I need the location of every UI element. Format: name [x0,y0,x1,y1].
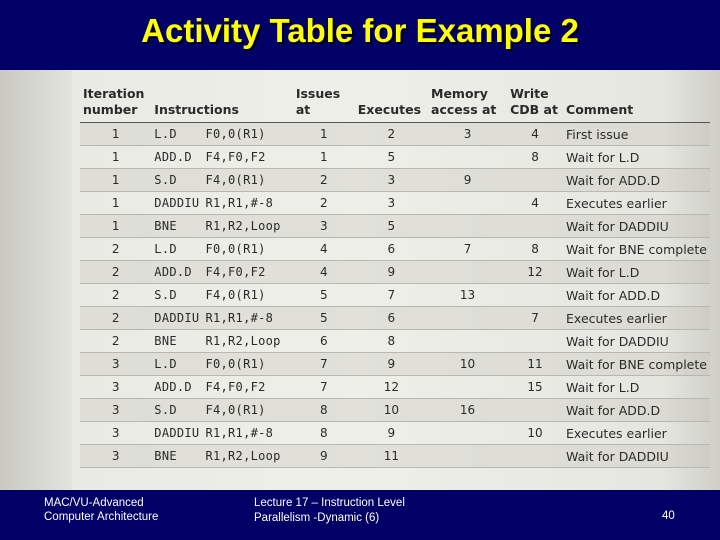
cell-instruction-args: R1,R1,#-8 [202,192,292,215]
cell-memory-access: 3 [428,123,507,146]
cell-memory-access [428,376,507,399]
table-row [80,445,710,468]
header-memory: Memory access at [428,84,507,123]
cell-comment: Wait for L.D [563,376,710,399]
cell-instruction-op: ADD.D [151,146,202,169]
cell-write-cdb [507,330,563,353]
footer-course [44,496,158,524]
cell-write-cdb: 15 [507,376,563,399]
cell-iteration: 1 [80,146,151,169]
cell-memory-access: 10 [428,353,507,376]
cell-issues-at: 4 [293,261,355,284]
cell-iteration: 2 [80,307,151,330]
table-row [80,376,710,399]
cell-instruction-args: R1,R2,Loop [202,330,292,353]
cell-memory-access: 13 [428,284,507,307]
footer-lecture-line2: Parallelism -Dynamic (6) [254,512,380,524]
cell-instruction-args: F4,F0,F2 [202,376,292,399]
cell-comment: Executes earlier [563,422,710,445]
cell-instruction-args: F4,0(R1) [202,284,292,307]
cell-write-cdb: 10 [507,422,563,445]
table-row [80,307,710,330]
cell-iteration: 1 [80,215,151,238]
cell-memory-access [428,215,507,238]
cell-memory-access [428,445,507,468]
cell-issues-at: 7 [293,353,355,376]
cell-comment: First issue [563,123,710,146]
table-row [80,422,710,445]
cell-instruction-op: L.D [151,238,202,261]
cell-instruction-args: F0,0(R1) [202,238,292,261]
cell-memory-access [428,146,507,169]
cell-issues-at: 5 [293,284,355,307]
cell-executes: 10 [355,399,428,422]
cell-memory-access [428,192,507,215]
cell-iteration: 3 [80,399,151,422]
cell-write-cdb: 7 [507,307,563,330]
cell-issues-at: 8 [293,399,355,422]
header-comment: Comment [563,84,710,123]
cell-comment: Executes earlier [563,192,710,215]
cell-issues-at: 4 [293,238,355,261]
slide-title: Activity Table for Example 2 [141,12,579,49]
cell-iteration: 2 [80,284,151,307]
cell-instruction-op: DADDIU [151,192,202,215]
cell-executes: 9 [355,261,428,284]
cell-instruction-args: R1,R1,#-8 [202,422,292,445]
cell-instruction-op: ADD.D [151,376,202,399]
cell-issues-at: 5 [293,307,355,330]
cell-write-cdb [507,399,563,422]
cell-executes: 5 [355,215,428,238]
table-row [80,399,710,422]
cell-comment: Wait for DADDIU [563,215,710,238]
footer [0,490,720,540]
cell-executes: 3 [355,192,428,215]
slide-number: 40 [662,510,675,522]
cell-executes: 7 [355,284,428,307]
cell-comment: Wait for BNE complete [563,353,710,376]
cell-iteration: 2 [80,238,151,261]
cell-instruction-op: DADDIU [151,307,202,330]
cell-executes: 3 [355,169,428,192]
cell-comment: Wait for ADD.D [563,399,710,422]
cell-comment: Executes earlier [563,307,710,330]
cell-memory-access [428,261,507,284]
cell-issues-at: 1 [293,146,355,169]
cell-iteration: 3 [80,353,151,376]
cell-iteration: 3 [80,422,151,445]
cell-instruction-op: L.D [151,123,202,146]
cell-instruction-args: F0,0(R1) [202,353,292,376]
cell-issues-at: 2 [293,192,355,215]
footer-lecture-line1: Lecture 17 – Instruction Level [254,497,405,509]
cell-issues-at: 2 [293,169,355,192]
cell-memory-access: 9 [428,169,507,192]
cell-instruction-args: F4,F0,F2 [202,146,292,169]
cell-write-cdb: 8 [507,146,563,169]
header-instructions: Instructions [151,84,293,123]
cell-write-cdb [507,445,563,468]
cell-instruction-op: DADDIU [151,422,202,445]
cell-comment: Wait for L.D [563,261,710,284]
cell-issues-at: 3 [293,215,355,238]
cell-iteration: 2 [80,330,151,353]
header-issues: Issues at [293,84,355,123]
cell-comment: Wait for ADD.D [563,284,710,307]
cell-write-cdb: 11 [507,353,563,376]
cell-executes: 6 [355,307,428,330]
cell-instruction-args: R1,R2,Loop [202,215,292,238]
cell-instruction-args: F4,0(R1) [202,399,292,422]
table-row [80,192,710,215]
header-iteration: Iteration number [80,84,151,123]
cell-executes: 2 [355,123,428,146]
cell-memory-access: 7 [428,238,507,261]
cell-instruction-args: F0,0(R1) [202,123,292,146]
cell-executes: 11 [355,445,428,468]
cell-memory-access [428,422,507,445]
cell-instruction-args: R1,R1,#-8 [202,307,292,330]
cell-instruction-args: R1,R2,Loop [202,445,292,468]
scanned-table-image [0,70,720,490]
cell-write-cdb: 4 [507,192,563,215]
table-row [80,146,710,169]
cell-executes: 8 [355,330,428,353]
cell-instruction-args: F4,0(R1) [202,169,292,192]
cell-instruction-op: S.D [151,284,202,307]
cell-executes: 6 [355,238,428,261]
cell-memory-access [428,307,507,330]
cell-executes: 12 [355,376,428,399]
header-executes: Executes [355,84,428,123]
cell-issues-at: 6 [293,330,355,353]
table-row [80,238,710,261]
cell-memory-access: 16 [428,399,507,422]
cell-write-cdb [507,169,563,192]
cell-iteration: 1 [80,123,151,146]
header-write-cdb: Write CDB at [507,84,563,123]
cell-comment: Wait for DADDIU [563,445,710,468]
cell-instruction-args: F4,F0,F2 [202,261,292,284]
cell-iteration: 3 [80,445,151,468]
cell-write-cdb [507,215,563,238]
table-row [80,215,710,238]
cell-issues-at: 8 [293,422,355,445]
cell-comment: Wait for BNE complete [563,238,710,261]
cell-write-cdb: 12 [507,261,563,284]
cell-iteration: 2 [80,261,151,284]
cell-instruction-op: L.D [151,353,202,376]
cell-write-cdb: 4 [507,123,563,146]
footer-course-line2: Computer Architecture [44,511,159,523]
cell-executes: 5 [355,146,428,169]
cell-issues-at: 9 [293,445,355,468]
cell-instruction-op: S.D [151,169,202,192]
cell-iteration: 1 [80,169,151,192]
cell-memory-access [428,330,507,353]
cell-iteration: 3 [80,376,151,399]
cell-instruction-op: S.D [151,399,202,422]
cell-issues-at: 7 [293,376,355,399]
cell-write-cdb: 8 [507,238,563,261]
cell-comment: Wait for L.D [563,146,710,169]
table-row [80,169,710,192]
cell-comment: Wait for DADDIU [563,330,710,353]
cell-instruction-op: ADD.D [151,261,202,284]
cell-issues-at: 1 [293,123,355,146]
table-row [80,353,710,376]
cell-instruction-op: BNE [151,215,202,238]
cell-instruction-op: BNE [151,330,202,353]
table-row [80,261,710,284]
cell-comment: Wait for ADD.D [563,169,710,192]
table-row [80,123,710,146]
cell-instruction-op: BNE [151,445,202,468]
footer-lecture [254,496,405,526]
table-header-row [80,84,710,123]
activity-table [80,84,710,468]
cell-executes: 9 [355,422,428,445]
footer-course-line1: MAC/VU-Advanced [44,497,144,509]
cell-write-cdb [507,284,563,307]
table-row [80,330,710,353]
cell-executes: 9 [355,353,428,376]
cell-iteration: 1 [80,192,151,215]
table-row [80,284,710,307]
